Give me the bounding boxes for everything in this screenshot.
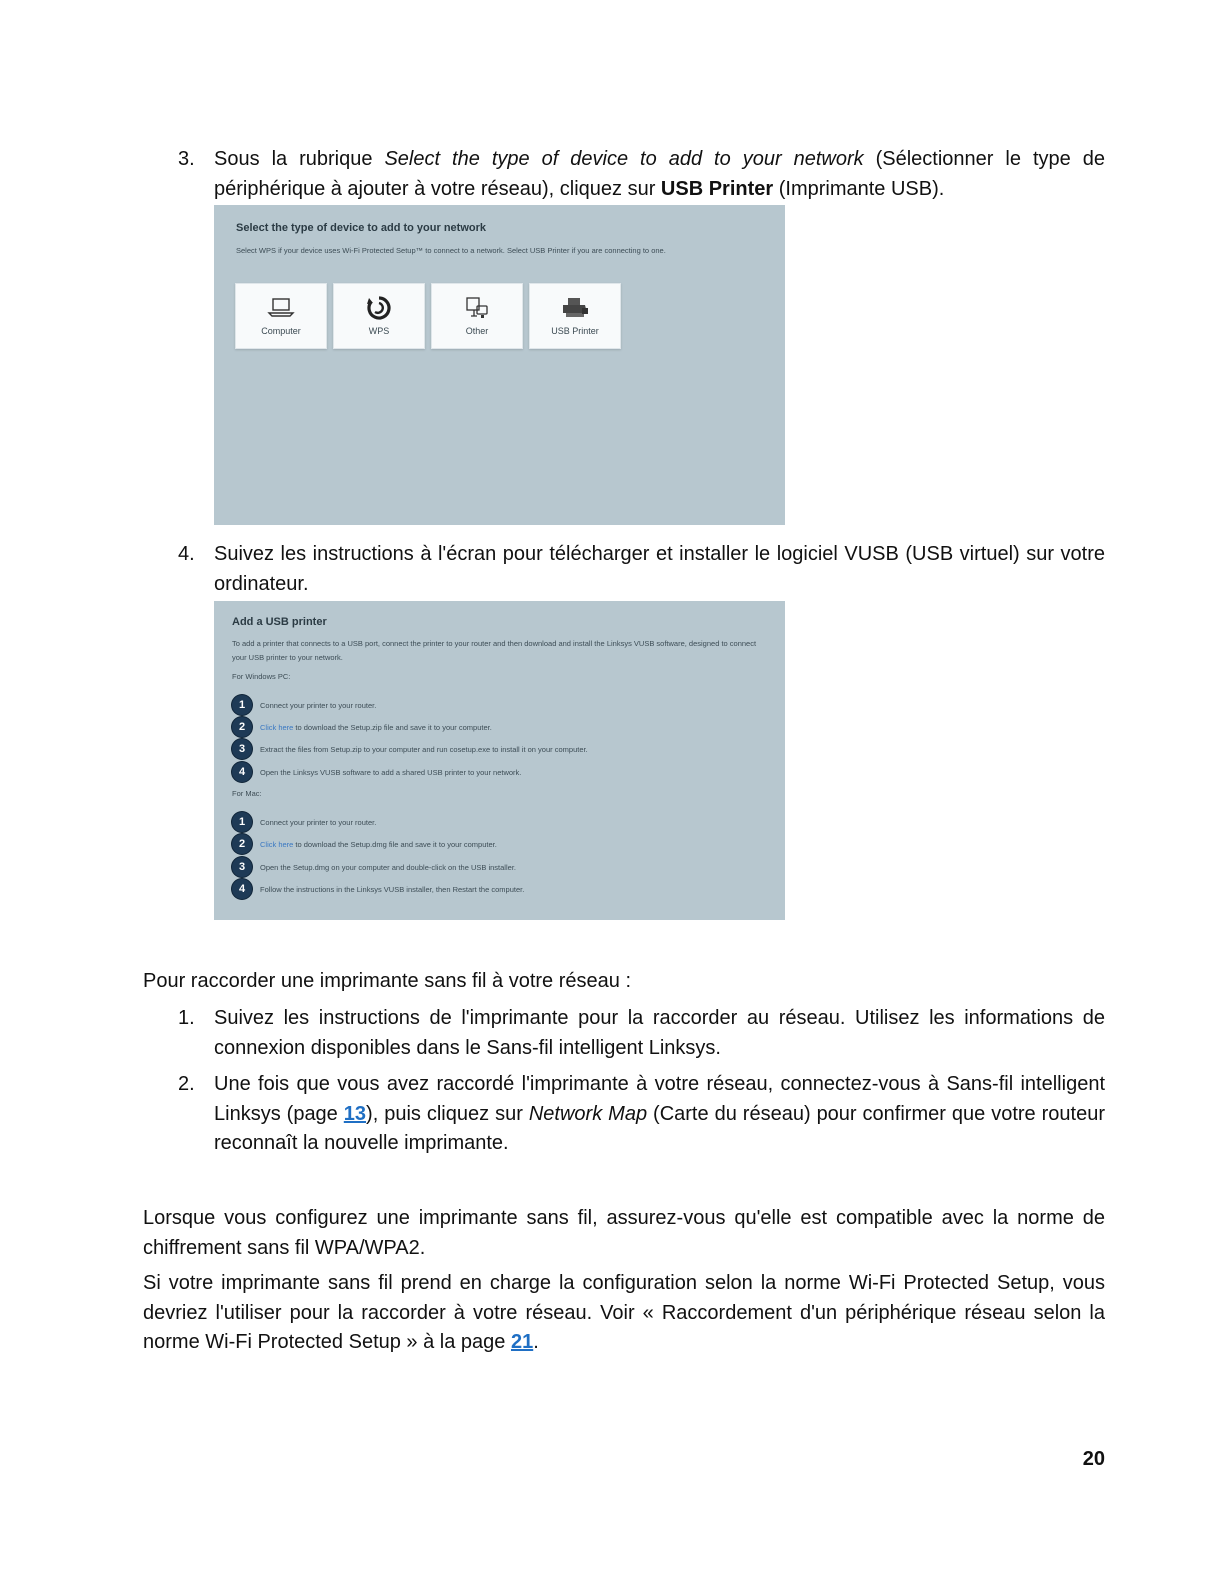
add-usb-printer-title: Add a USB printer — [232, 616, 327, 628]
wireless-step-1-text: Suivez les instructions de l'imprimante pour la raccorder au réseau. Utilisez les informations de connexion disponibles dans le Sans-fil intelligent Linksys. — [214, 1007, 1105, 1059]
device-type-title: Select the type of device to add to your network — [236, 222, 486, 234]
mac-step: 3 Open the Setup.dmg on your computer and double-click on the USB installer. — [232, 857, 516, 877]
wps-note: Si votre imprimante sans fil prend en charge la configuration selon la norme Wi-Fi Protected Setup, vous devriez l'utiliser pour la raccorder à votre réseau. Voir « Raccordement d'un périphérique réseau selon la norme Wi-Fi Protected Setup » à la page 21. — [143, 1272, 1105, 1353]
step-number-badge: 2 — [232, 717, 252, 737]
computer-tile-label: Computer — [261, 326, 301, 336]
add-usb-printer-screenshot — [214, 601, 785, 920]
step-number-badge: 2 — [232, 834, 252, 854]
step-number-badge: 3 — [232, 857, 252, 877]
usb-printer-tile[interactable] — [529, 283, 621, 349]
step-number-badge: 1 — [232, 695, 252, 715]
devices-icon — [432, 296, 522, 320]
page-21-link[interactable]: 21 — [510, 1331, 534, 1353]
click-here-link[interactable]: Click here — [260, 839, 294, 849]
computer-tile[interactable] — [235, 283, 327, 349]
wps-tile-label: WPS — [368, 326, 390, 336]
wps-tile[interactable] — [333, 283, 425, 349]
wireless-step-1-number: 1. — [178, 1007, 195, 1029]
step-4-number: 4. — [178, 543, 195, 565]
wpa-note: Lorsque vous configurez une imprimante sans fil, assurez-vous qu'elle est compatible avec la norme de chiffrement sans fil WPA/WPA2. — [143, 1207, 1105, 1259]
page-13-link[interactable]: 13 — [343, 1102, 367, 1125]
step-3-number: 3. — [178, 148, 195, 170]
windows-step: 3 Extract the files from Setup.zip to your computer and run cosetup.exe to install it on your computer. — [232, 739, 588, 759]
mac-step: 4 Follow the instructions in the Linksys VUSB installer, then Restart the computer. — [232, 879, 524, 899]
step-number-badge: 1 — [232, 812, 252, 832]
step-3-text: Sous la rubrique Select the type of device to add to your network (Sélectionner le type de périphérique à ajouter à votre réseau), cliquez sur USB Printer (Imprimante USB). — [214, 148, 1105, 200]
device-type-description: Select WPS if your device uses Wi-Fi Protected Setup™ to connect to a network. Select USB Printer if you are connecting to one. — [236, 246, 666, 255]
click-here-link[interactable]: Click here — [260, 722, 294, 732]
wireless-step-2-text: Une fois que vous avez raccordé l'imprimante à votre réseau, connectez-vous à Sans-fil intelligent Linksys (page 13), puis cliquez sur Network Map (Carte du réseau) pour confirmer que votre routeur reconnaît la nouvelle imprimante. — [214, 1073, 1106, 1154]
mac-section-label: For Mac: — [232, 789, 262, 798]
windows-step: 2 Click here to download the Setup.zip file and save it to your computer. — [232, 717, 492, 737]
mac-step: 1 Connect your printer to your router. — [232, 812, 376, 832]
mac-step: 2 Click here to download the Setup.dmg file and save it to your computer. — [232, 834, 497, 854]
windows-step: 4 Open the Linksys VUSB software to add a shared USB printer to your network. — [232, 762, 521, 782]
windows-step: 1 Connect your printer to your router. — [232, 695, 376, 715]
printer-icon — [530, 296, 620, 320]
usb-printer-tile-label: USB Printer — [551, 326, 599, 336]
other-tile-label: Other — [465, 326, 489, 336]
other-tile[interactable] — [431, 283, 523, 349]
page-number: 20 — [1082, 1448, 1105, 1470]
wps-icon — [334, 296, 424, 320]
step-number-badge: 4 — [232, 879, 252, 899]
add-usb-printer-description: To add a printer that connects to a USB port, connect the printer to your router and then download and install the Linksys VUSB software, designed to connect your USB printer to your network. — [232, 639, 757, 662]
laptop-icon — [236, 296, 326, 320]
wireless-intro: Pour raccorder une imprimante sans fil à votre réseau : — [143, 970, 631, 992]
step-number-badge: 4 — [232, 762, 252, 782]
step-number-badge: 3 — [232, 739, 252, 759]
device-type-screenshot — [214, 205, 785, 525]
wireless-step-2-number: 2. — [178, 1073, 195, 1095]
windows-section-label: For Windows PC: — [232, 672, 291, 681]
step-4-text: Suivez les instructions à l'écran pour télécharger et installer le logiciel VUSB (USB virtuel) sur votre ordinateur. — [214, 543, 1105, 595]
